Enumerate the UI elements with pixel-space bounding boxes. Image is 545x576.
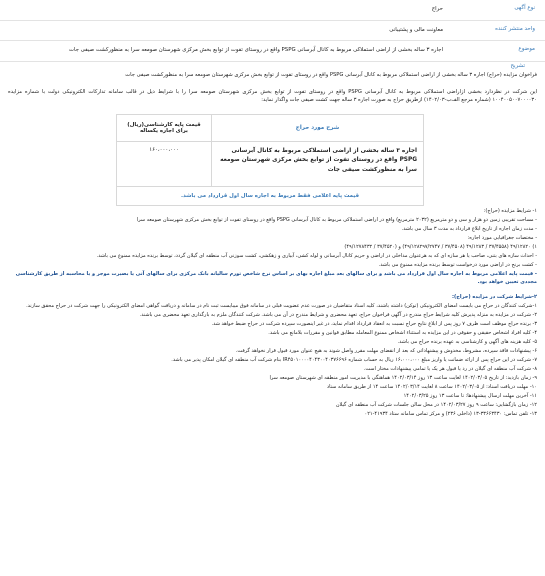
info-row-publisher (0, 21, 545, 41)
price-note: - قیمت پایه اعلامی مربوط به اجاره سال اول قرارداد می باشد و برای سالهای بعد مبلغ اجاره بهای بر اساس نرخ شاخص تورم سالیانه بانک مرکزی برای سالهای آتی یا بصیرت موجر و یا محاسبه از طریق کارشناسی مجددی تعیین خواهد بود. (15, 271, 537, 285)
condition-line: - مختصات جغرافیایی مورد اجاره: (467, 235, 537, 241)
auction-table-note: قیمت پایه اعلامی فقط مربوط به اجاره سال اول قرارداد می باشد. (180, 193, 360, 199)
info-label-subject: موضوع (518, 46, 535, 52)
participation-line: ۹- زمان بازدید: از تاریخ ۱۴۰۲/۰۳/۰۵ لغایت ساعت ۱۳ روز ۱۴۰۲/۰۳/۱۴ هماهنگی با مدیریت امور منطقه ای شهرستان صومعه سرا (269, 375, 537, 381)
conditions-section (8, 207, 537, 419)
auction-table-row (117, 142, 423, 187)
participation-line: ۳- برنده حراج موظف است ظرف ۷ روز پس از ابلاغ نتایج حراج نسبت به انعقاد قرارداد اقدام نماید، در غیر اینصورت سپرده شرکت در حراج ضبط خواهد شد. (211, 321, 537, 327)
participation-line: ۱-شرکت کنندگان در حراج می بایست امضای الکترونیکی (توکن) داشته باشند، کلیه اسناد متقاضیان در صورت عدم عضویت قبلی در سامانه فوق میبایست ثبت نام در سامانه و دریافت گواهی امضای الکترونیکی را جهت شرکت در حراج محقق سازند. (26, 303, 537, 309)
info-label-publisher: واحد منتشر کننده (495, 26, 535, 32)
condition-line: - احداث سازه های بتنی، صاحب یا هر سازه ای که به هرعنوان مداخلی در اراضی و حریم کانال آبرسانی و لوله کشی، آبیاری و زهکشی، کشت سوزنی آب منطقه ای گیلان گردد، توسط برنده مزایده ممنوع می باشد. (96, 253, 537, 259)
participation-heading: ۲-شرایط شرکت در مزایده (حراج): (452, 294, 537, 300)
participation-line: ۸- شرکت آب منطقه ای گیلان در رد یا قبول هر یک یا تمامی پیشنهادات مختار است. (363, 366, 537, 372)
header-description: شرح مورد حراج (211, 115, 423, 141)
participation-line: ۲- شرکت در مزایده به منزله پذیرش کلیه شرایط حراج مندرج در آگهی فراخوان حراج، تعهد محضری و شرایط مندرج در آن می باشد. شرکت کنندگان ملزم به بارگذاری تعهد محضری می باشند. (139, 312, 537, 318)
participation-line: ۵- کلیه هزینه های آگهی و کارشناسی به عهده برنده حراج می باشد. (397, 339, 537, 345)
conditions-heading: ۱- شرایط مزایده (حراج): (483, 208, 537, 214)
cell-price: ۱۶۰،۰۰۰،۰۰۰ (149, 147, 179, 153)
detail-label: تشریح (510, 63, 525, 69)
header-price: قیمت پایه کارشناسی(ریال) برای اجاره یکساله (127, 122, 201, 134)
info-row-type (0, 0, 545, 21)
auction-table-header (117, 115, 423, 142)
info-row-subject (0, 41, 545, 62)
info-value-publisher: معاونت مالی و پشتیبانی (389, 27, 443, 33)
info-value-subject: اجاره ۳ ساله بخشی از اراضی استملاکی مربوط به کانال آبرسانی PSPG واقع در روستای تفوت از توابع بخش مرکزی شهرستان صومعه سرا به منظورکشت صیفی جات (68, 47, 443, 53)
cell-description: اجاره ۳ ساله بخشی از اراضی استملاکی مربوط به کانال آبرسانی PSPG واقع در روستای تفوت از توابع بخش مرکزی شهرستان صومعه سرا به منظورکشت صیفی جات (211, 142, 423, 186)
info-label-type: نوع آگهی (514, 5, 535, 11)
participation-line: ۶- پیشنهادات فاقد سپرده، مشروط، مخدوش و پیشنهاداتی که بعد از انقضای مهلت مقرر واصل شوند به هیچ عنوان مورد قبول قرار نخواهد گرفت. (235, 348, 537, 354)
condition-line: ۱) ۴۹/۱۲۸۲۰ (۳۷/۴۵۵۸ / ۴۹/۱۲۸۳ (۳۷/۴۵۰۸ / ۴۹/۱۲۸۲۹۷/۲۷۴۷) و (۳۷/۴۵۲۰ / ۴۹/۱۲۷۸۴۳۲) (344, 244, 537, 250)
condition-line: - کشت برنج در اراضی مورد درخواست توسط برنده مزایده ممنوع می باشد. (378, 262, 537, 268)
participation-line: ۱۲- زمان بازگشایی: ساعت ۹ روز ۱۴۰۲/۰۳/۲۷ در محل سالن جلسات شرکت آب منطقه ای گیلان (335, 402, 537, 408)
condition-line: - مدت زمان اجاره از تاریخ ابلاغ قرارداد به مدت ۳ سال می باشد. (401, 226, 537, 232)
condition-line: - مساحت تقریبی زمین دو هزار و سی و دو مترمربع (۲۰۳۲ مترمربع) واقع در اراضی استملاکی مربوط به کانال آبرسانی PSPG واقع در روستای تفوت از توابع بخش مرکزی شهرستان صومعه سرا (136, 217, 537, 223)
participation-line: ۱۳- تلفن تماس: ۳۳۶۶۳۴۳۰-۱۳ (داخلی ۲۳۶) و مرکز تماس سامانه ستاد ۴۱۹۳۴-۰۲۱ (364, 411, 537, 417)
participation-line: ۷- شرکت در این حراج پس از ارائه ضمانت یا واریز مبلغ ۱۶،۰۰۰،۰۰۰ ریال به حساب شماره IR۴۵۰۱۰۰۰۰۴۰۴۳۰۰۴۰۳۷۶۶۹۶ بنام شرکت آب منطقه ای گیلان امکان پذیر می باشد. (171, 357, 537, 363)
description-paragraph: این شرکت در نظردارد بخشی ازاراضی استملاکی مربوط به کانال آبرسانی PSPG واقع در روستای تفوت از توابع بخش مرکزی شهرستان صومعه سرا را با شرایط ذیل در قالب سامانه تدارکات الکترونیکی دولت با شماره مزایده ۱۰۰۴۰۰۵۰۰۷۰۰۰۰۳۰ (شماره مرجع الف‌ب-۱۴۰۲/۰۳) ازطریق حراج به صورت اجاره ۳ ساله جهت کشت صیفی جات واگذار نماید: (8, 89, 537, 104)
info-value-type: حراج (431, 6, 443, 12)
participation-line: ۱۰- مهلت دریافت اسناد: از ۱۴۰۲/۰۳/۰۵ ساعت ۸ لغایت ۱۴۰۲/۰۳/۱۴ ساعت ۱۴ از طریق سامانه ستاد (326, 384, 537, 390)
participation-line: ۴- کلیه افراد اشخاص حقیقی و حقوقی در این مزایده به استثناء اشخاص ممنوع المعامله مطابق قوانین و مقررات بلامانع می باشد. (268, 330, 537, 336)
participation-line: ۱۱- آخرین مهلت ارسال پیشنهادها: تا ساعت ۱۳ روز ۱۴۰۲/۰۳/۲۵ (403, 393, 537, 399)
intro-paragraph: فراخوان مزایده (حراج) اجاره ۳ ساله بخشی از اراضی استملاکی مربوط به کانال آبرسانی PSPG واقع در روستای تفوت از توابع بخش مرکزی شهرستان صومعه سرا به منظورکشت صیفی جات (125, 72, 537, 78)
auction-table (116, 114, 424, 206)
